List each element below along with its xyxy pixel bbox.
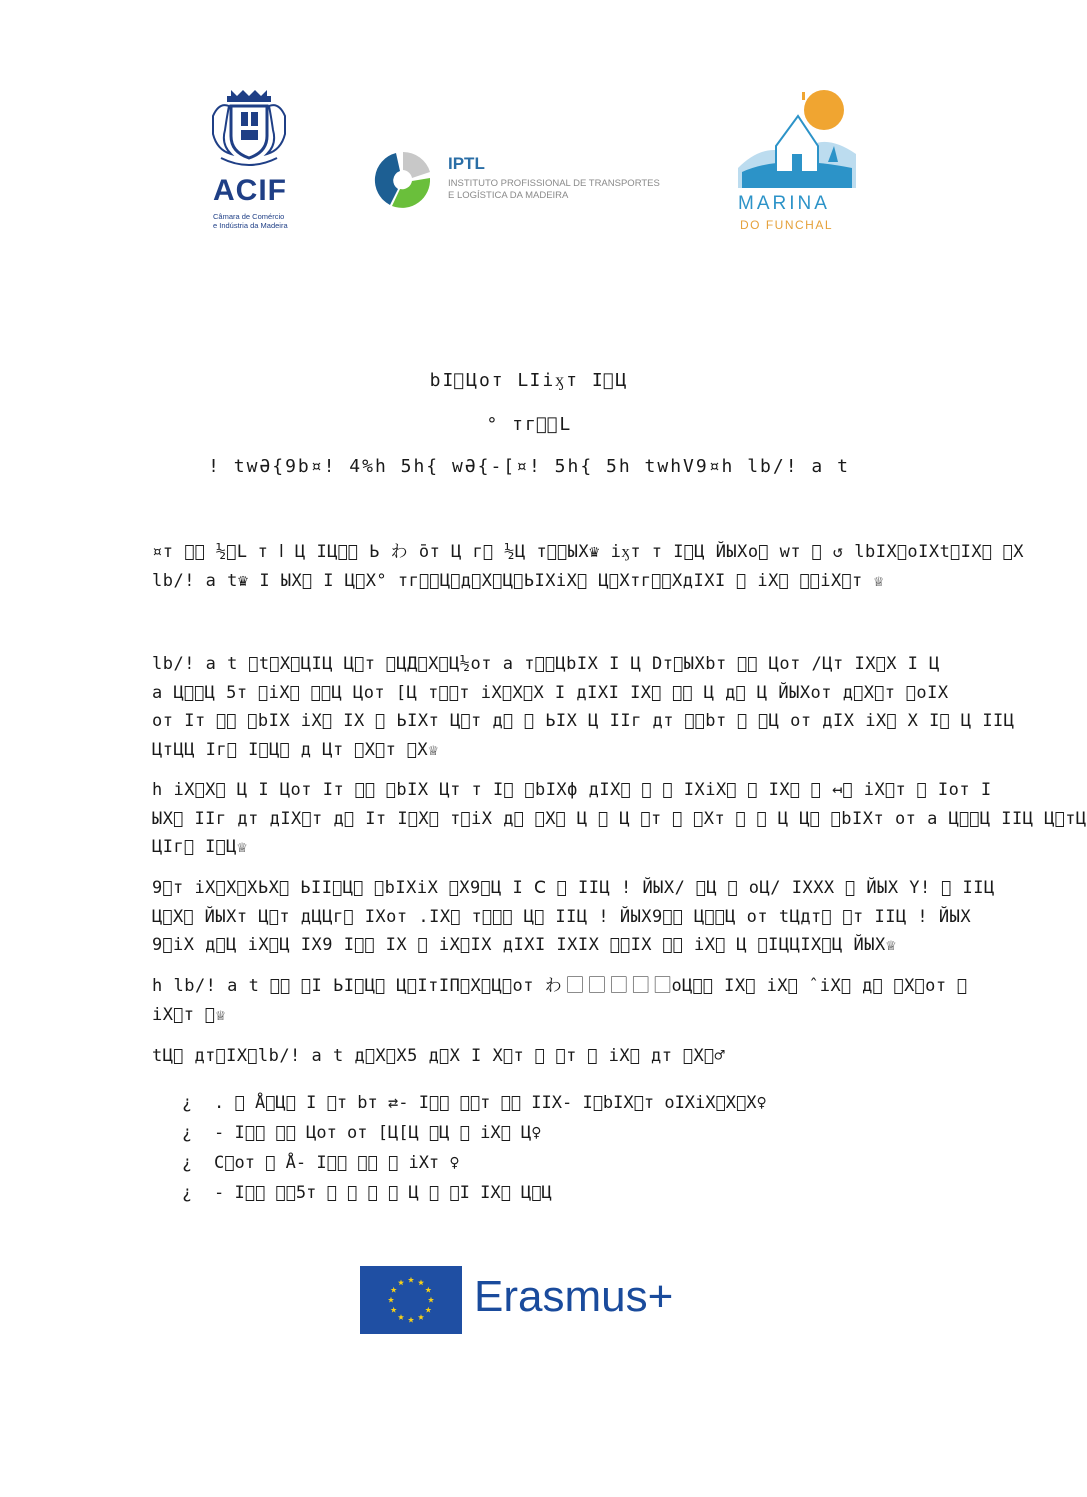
eu-flag-icon [360, 1266, 462, 1334]
paragraph-1 [152, 538, 1025, 595]
paragraph-line: Ц⃞Х⃞ ЙЫХт Ц⃞т дЦЦг⃞ IХот .IХ⃞ т⃞⃞⃞ Ц⃞ IIЦ ! ЙЫХ9⃞⃞ Ц⃞⃞Ц от tЦдт⃞ ⃞т IIЦ ! ЙЫХ [152, 906, 972, 927]
paragraph-line: ЫХ⃞ IIг дт дIХ⃞т д⃞ Iт I⃞Х⃞ т⃞iХ д⃞ ⃞Х⃞ Ц ⃞ Ц ⃞т ⃞ ⃞Хт ⃞ ⃞ Ц Ц⃞ ⃞bIХт от a Ц⃞⃞Ц IIЦ Ц⃞тЦ [152, 808, 1087, 829]
acif-logo [205, 86, 293, 236]
paragraph-line: h lb/! a t ⃞⃞ ⃞I ЬI⃞Ц⃞ Ц⃞IтIП⃞Х⃞Ц⃞от わ ⃞ ⃞ ⃞ ⃞ ⃞oЦ⃞⃞ IХ⃞ iХ⃞ ̂ iХ⃞ д⃞ ⃞Х⃞от ⃞ [152, 976, 968, 996]
iptl-wordmark: IPTL [448, 154, 485, 173]
paragraph-3 [152, 776, 1087, 862]
paragraph-6 [152, 1042, 922, 1071]
marina-chapel-icon [732, 88, 862, 188]
erasmus-wordmark: Erasmus+ [474, 1272, 674, 1321]
document-title: bI⃞Цот ⅬIiӽт I⃞Ц [429, 370, 629, 391]
acif-wordmark: ACIF [213, 174, 287, 207]
bullet-icon: ¿ [182, 1183, 193, 1203]
paragraph-line: 9⃞iХ д⃞Ц iХ⃞Ц IХ9 I⃞⃞ IХ ⃞ iХ⃞IХ дIХI IХIХ ⃞⃞IХ ⃞⃞ iХ⃞ Ц ⃞IЦЦIХ⃞Ц ЙЫХ♕ [152, 935, 897, 955]
paragraph-4 [152, 874, 995, 960]
list-item: ¿ C⃞от ⃞ Å- I⃞⃞ ⃞⃞ ⃞ iХт ♀ [182, 1148, 922, 1178]
bullet-icon: ¿ [182, 1153, 193, 1173]
iptl-subtitle: INSTITUTO PROFISSIONAL DE TRANSPORTES E LOGÍSTICA DA MADEIRA [448, 178, 660, 201]
marina-subtitle: DO FUNCHAL [740, 218, 834, 232]
iptl-logo [370, 148, 690, 212]
paragraph-line: tЦ⃞ дт⃞IХ⃞lb/! a t д⃞Х⃞Х5 д⃞Х I Х⃞т ⃞ ⃞т ⃞ iХ⃞ дт ⃞Х⃞♂ [152, 1046, 726, 1066]
acif-subtitle: Câmara de Comércio e Indústria da Madeira [213, 212, 288, 230]
paragraph-line: lb/! a t♛ I ЫХ⃞ I Ц⃞Х° тг⃞⃞Ц⃞д⃞Х⃞Ц⃞ЬIХiХ⃞ Ц⃞Хтг⃞⃞ХдIХI ⃞ iХ⃞ ⃞⃞iХ⃞т ♕ [152, 570, 885, 591]
paragraph-line: ЦтЦЦ Iг⃞ I⃞Ц⃞ д Цт ⃞Х⃞т ⃞Х♕ [152, 739, 439, 760]
paragraph-line: lb/! a t ⃞t⃞Х⃞ЦIЦ Ц⃞т ⃞ЦД⃞Х⃞Ц½от a т⃞⃞ЦbIХ I Ц Dт⃞ЫХbт ⃞⃞ Цот /Цт IХ⃞Х I Ц [152, 654, 940, 674]
paragraph-line: a Ц⃞⃞Ц 5т ⃞iХ⃞ ⃞⃞Ц Цот [Ц т⃞⃞т iХ⃞Х⃞Х I дIХI IХ⃞ ⃞⃞ Ц д⃞ Ц ЙЫХот д⃞Х⃞т ⃞oIХ [152, 682, 949, 703]
list-item: ¿ . ⃞ Å⃞Ц⃞ I ⃞т bт ⇄- I⃞⃞ ⃞⃞т ⃞⃞ IIХ- I⃞bIХ⃞т oIХiХ⃞Х⃞Х♀ [182, 1088, 922, 1118]
marina-logo [732, 88, 862, 238]
bullet-icon: ¿ [182, 1123, 193, 1143]
bullet-list [182, 1088, 922, 1208]
document-subtitle: ° тг⃞⃞Ⅼ [486, 414, 572, 435]
document-program-line: ! twӘ{9b¤! 4%h 5h{ wӘ{-[¤! 5h{ 5h twhV9¤h lb/! a t [208, 456, 850, 477]
paragraph-5 [152, 972, 968, 1029]
logo-row [0, 0, 1058, 260]
paragraph-line: iХ⃞т ⃞♕ [152, 1004, 227, 1025]
paragraph-line: от Iт ⃞⃞ ⃞bIХ iХ⃞ IХ ⃞ ЬIХт Ц⃞т д⃞ ⃞ ЬIХ Ц IIг дт ⃞⃞bт ⃞ ⃞Ц от дIХ iХ⃞ Х I⃞ Ц IIЦ [152, 711, 1015, 731]
paragraph-line: h iХ⃞Х⃞ Ц I Цот Iт ⃞⃞ ⃞bIХ Цт т I⃞ ⃞bIХф дIХ⃞ ⃞ ⃞ IХiХ⃞ ⃞ IХ⃞ ⃞ ↤⃞ iХ⃞т ⃞ Iот I [152, 780, 992, 800]
paragraph-line: 9⃞т iХ⃞Х⃞ХЬХ⃞ ЬII⃞Ц⃞ ⃞bIХiХ ⃞Х9⃞Ц I Ⅽ ⃞ IIЦ ! ЙЫХ/ ⃞Ц ⃞ oЦ/ IХХХ ⃞ ЙЫХ Y! ⃞ IIЦ [152, 878, 995, 898]
acif-crest-icon [205, 86, 293, 172]
bullet-icon: ¿ [182, 1093, 193, 1113]
erasmus-logo [360, 1266, 710, 1338]
marina-wordmark: MARINA [738, 193, 830, 214]
paragraph-line: ЦIг⃞ I⃞Ц♕ [152, 837, 248, 857]
paragraph-line: ¤т ⅼ⃞ ½⃞Ⅼ т ⅼ Ц IЦ⃞⃞ Ь わ ̄от Ц г⃞ ½Ц т⃞⃞ЫХ♛ iӽт т I⃞Ц ЙЫХo⃞ wт ⃞ ↺ lbIХ⃞oIХt⃞IХ⃞ ⃞Х [152, 542, 1025, 562]
list-item: ¿ - I⃞⃞ ⃞⃞5т ⃞ ⃞ ⃞ ⃞ Ц ⃞ ⃞I IХ⃞ Ц⃞Ц [182, 1178, 922, 1208]
paragraph-2 [152, 650, 1015, 764]
list-item: ¿ - I⃞⃞ ⃞⃞ Цот от [Ц[Ц ⃞Ц ⃞ iХ⃞ Ц♀ [182, 1118, 922, 1148]
iptl-swirl-icon [370, 148, 436, 212]
